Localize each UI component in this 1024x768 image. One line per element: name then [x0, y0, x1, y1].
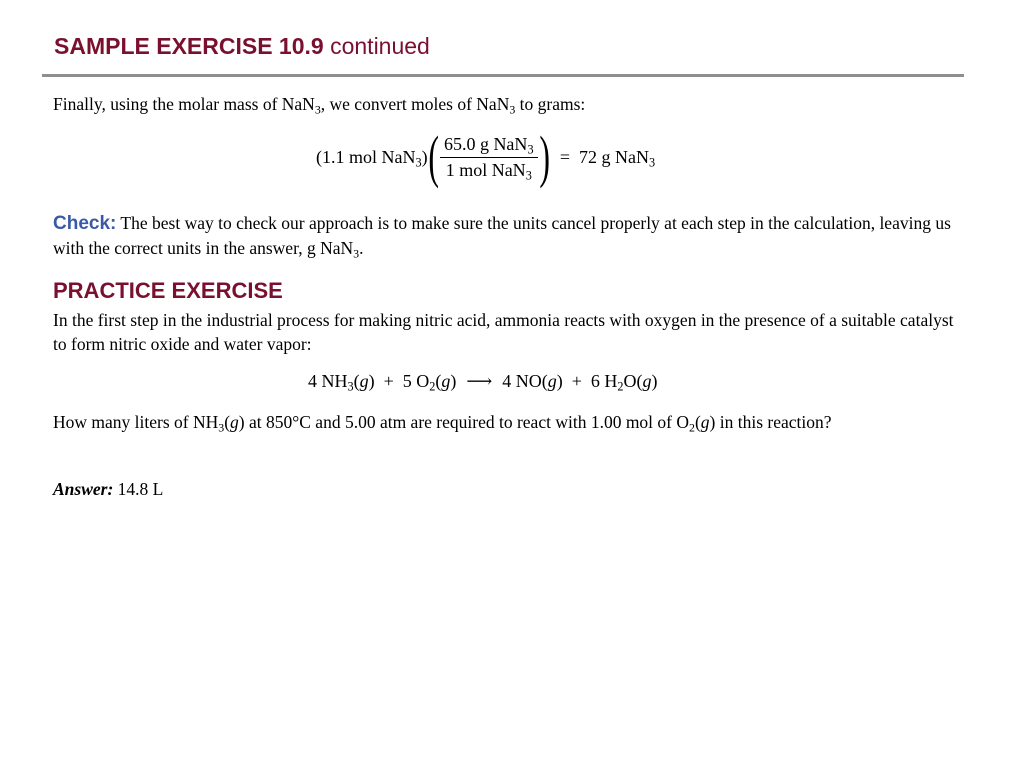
reaction-arrow: ⟶ [466, 371, 493, 391]
title-main: SAMPLE EXERCISE 10.9 [54, 33, 324, 59]
check-text-end: . [359, 238, 364, 258]
conversion-equation [316, 126, 655, 188]
equals-sign: = [559, 146, 571, 167]
intro-text: , we convert moles of NaN [320, 94, 510, 114]
subscript: 3 [353, 246, 360, 261]
subscript: 3 [509, 102, 516, 117]
conversion-fraction [440, 134, 538, 181]
question-paragraph: How many liters of $NH_3(g)$ at 850°C and 5.00 atm are required to react with 1.00 mol of $O_2(g)$ in this reaction? [53, 412, 832, 435]
fraction-denominator: 1 mol NaN$_3$ [445, 159, 532, 183]
reaction-equation: 4 $NH_3(g) + 5$ $O_2(g)$ ⟶ 4 NO(g) + 6 $H_2O(g)$ [308, 371, 658, 394]
check-paragraph [53, 211, 958, 260]
equation-left-term: (1.1 mol NaN$_3$) [316, 146, 428, 170]
answer-value: 14.8 L [113, 479, 164, 499]
answer-line [53, 477, 163, 501]
title-divider [42, 74, 964, 77]
equation-result: 72 g NaN$_3$ [579, 146, 656, 170]
check-text: The best way to check our approach is to make sure the units cancel properly at each step in the calculation, leaving us with the correct units in the answer, g NaN [53, 213, 951, 258]
practice-paragraph: In the first step in the industrial process for making nitric acid, ammonia reacts with oxygen in the presence of a suitable catalyst to form nitric oxide and water vapor: [53, 310, 954, 354]
intro-paragraph [53, 92, 958, 116]
close-parenthesis: ) [538, 124, 550, 189]
practice-heading: PRACTICE EXERCISE [53, 278, 283, 303]
page-title [54, 33, 430, 60]
answer-label: Answer: [53, 479, 114, 499]
intro-text: Finally, using the molar mass of NaN [53, 94, 315, 114]
open-parenthesis: ( [427, 124, 439, 189]
fraction-numerator: 65.0 g NaN$_3$ [440, 134, 538, 158]
intro-text: to grams: [515, 94, 586, 114]
subscript: 3 [314, 102, 321, 117]
check-label: Check: [53, 213, 117, 234]
title-continued: continued [330, 33, 430, 59]
